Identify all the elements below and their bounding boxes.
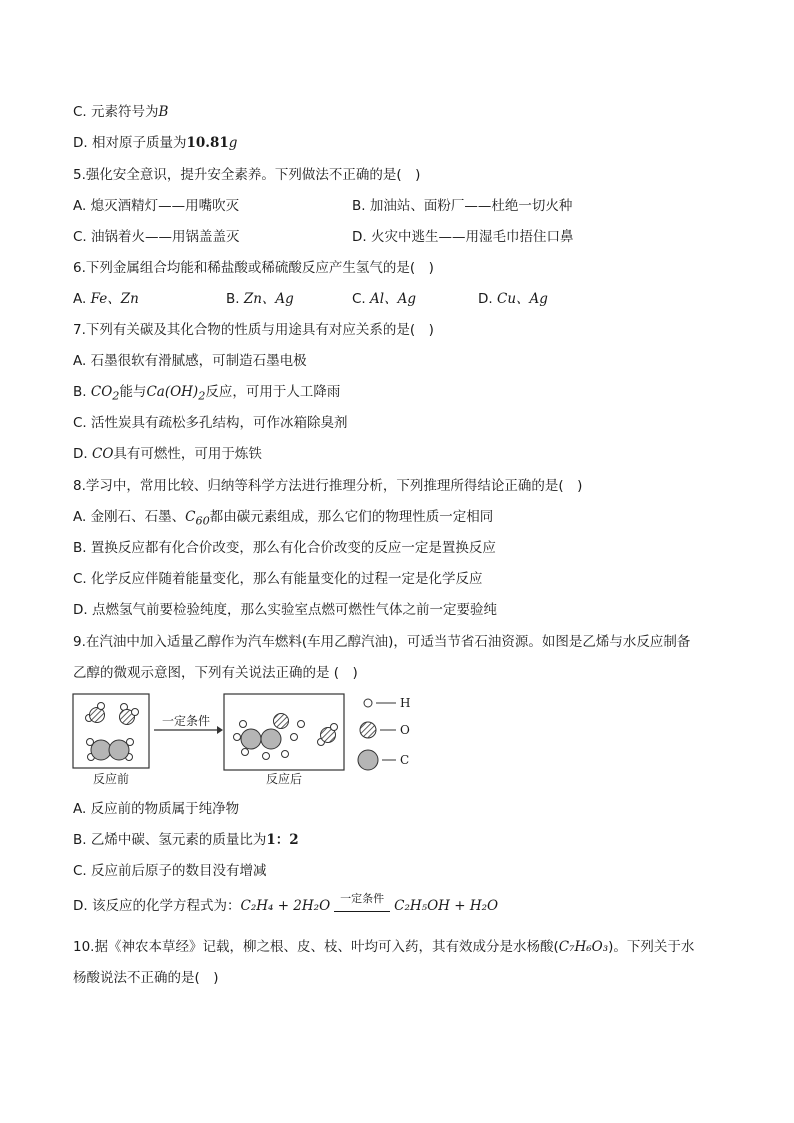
q5-stem: 5.强化安全意识，提升安全素养。下列做法不正确的是( ) [73, 167, 421, 183]
before-box [73, 694, 149, 768]
q5-option-d: D. 火灾中逃生——用湿毛巾捂住口鼻 [352, 229, 574, 245]
q10-stem-line1: 10.据《神农本草经》记载，柳之根、皮、枝、叶均可入药，其有效成分是水杨酸(C₇H₆O₃)。下列关于水 [73, 939, 695, 955]
q7-option-b: B. $CO_2$能与$Ca(OH)_2$反应，可用于人工降雨 [73, 384, 341, 403]
q7-option-d: D. CO具有可燃性，可用于炼铁 [73, 446, 262, 462]
q9-option-a: A. 反应前的物质属于纯净物 [73, 801, 240, 817]
q6-option-c: C. Al、Ag [352, 291, 416, 307]
q7-option-c: C. 活性炭具有疏松多孔结构，可作冰箱除臭剂 [73, 415, 348, 431]
svg-text:O: O [400, 723, 410, 737]
q5-option-a: A. 熄灭酒精灯——用嘴吹灭 [73, 198, 240, 214]
q9-option-d: D. 该反应的化学方程式为：C₂H₄ + 2H₂O 一定条件 C₂H₅OH + H₂O [73, 892, 499, 914]
q6-option-b: B. Zn、Ag [226, 291, 294, 307]
q4-option-c: C. 元素符号为B [73, 104, 169, 120]
q5-option-c: C. 油锅着火——用锅盖盖灭 [73, 229, 240, 245]
before-label: 反应前 [92, 772, 130, 786]
svg-text:C: C [400, 753, 410, 767]
q8-option-c: C. 化学反应伴随着能量变化，那么有能量变化的过程一定是化学反应 [73, 571, 483, 587]
q8-option-b: B. 置换反应都有化合价改变，那么有化合价改变的反应一定是置换反应 [73, 540, 496, 556]
q6-stem: 6.下列金属组合均能和稀盐酸或稀硫酸反应产生氢气的是( ) [73, 260, 434, 276]
reaction-micro-diagram [70, 690, 430, 790]
legend-oxygen [360, 722, 410, 738]
q7-option-a: A. 石墨很软有滑腻感，可制造石墨电极 [73, 353, 307, 369]
q5-option-b: B. 加油站、面粉厂——杜绝一切火种 [352, 198, 573, 214]
q9-option-b: B. 乙烯中碳、氢元素的质量比为1：2 [73, 832, 299, 848]
after-label: 反应后 [265, 772, 303, 786]
q8-option-a: A. 金刚石、石墨、$C_{60}$都由碳元素组成，那么它们的物理性质一定相同 [73, 509, 494, 528]
q9-stem-line2: 乙醇的微观示意图，下列有关说法正确的是 ( ) [73, 665, 358, 681]
q6-option-d: D. Cu、Ag [478, 291, 548, 307]
q4-option-d: D. 相对原子质量为10.81g [73, 135, 238, 151]
q7-stem: 7.下列有关碳及其化合物的性质与用途具有对应关系的是( ) [73, 322, 434, 338]
q10-stem-line2: 杨酸说法不正确的是( ) [73, 970, 219, 986]
svg-text:H: H [400, 696, 411, 710]
q9-option-c: C. 反应前后原子的数目没有增减 [73, 863, 267, 879]
legend-carbon [358, 750, 409, 770]
q8-option-d: D. 点燃氢气前要检验纯度，那么实验室点燃可燃性气体之前一定要验纯 [73, 602, 497, 618]
legend-hydrogen [364, 696, 410, 710]
q6-option-a: A. Fe、Zn [73, 291, 139, 307]
equation-condition: 一定条件 [334, 903, 390, 912]
q8-stem: 8.学习中，常用比较、归纳等科学方法进行推理分析，下列推理所得结论正确的是( ) [73, 478, 583, 494]
arrow-condition-label: 一定条件 [161, 714, 211, 728]
q9-stem-line1: 9.在汽油中加入适量乙醇作为汽车燃料(车用乙醇汽油)，可适当节省石油资源。如图是乙烯与水反应制备 [73, 634, 691, 650]
